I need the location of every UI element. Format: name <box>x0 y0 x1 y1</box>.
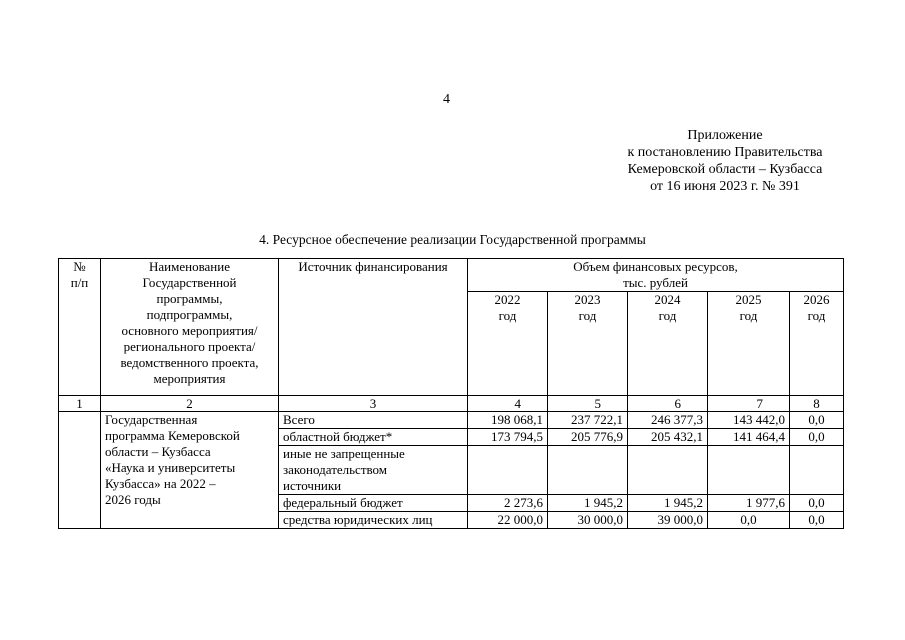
source-cell: средства юридических лиц <box>279 512 468 529</box>
index-cell: 7 <box>708 396 790 412</box>
value-cell <box>548 446 628 495</box>
appendix-line-3: Кемеровской области – Кузбасса <box>627 162 823 177</box>
value-cell: 39 000,0 <box>628 512 708 529</box>
header-col-source-text: Источник финансирования <box>298 259 448 274</box>
header-col-source <box>279 259 468 396</box>
index-row <box>59 396 844 412</box>
value-cell <box>628 446 708 495</box>
value-cell: 173 794,5 <box>468 429 548 446</box>
section-title: 4. Ресурсное обеспечение реализации Государственной программы <box>259 232 646 247</box>
header-col-name <box>101 259 279 396</box>
appendix-line-1: Приложение <box>687 128 763 143</box>
value-cell: 1 945,2 <box>628 495 708 512</box>
header-year-2025 <box>708 292 790 396</box>
value-cell: 143 442,0 <box>708 412 790 429</box>
header-col-no <box>59 259 101 396</box>
program-name-cell <box>101 412 279 529</box>
program-name-text: Государственная программа Кемеровской области – Кузбасса «Наука и университеты Кузбасса» на 2022 – 2026 годы <box>105 412 240 507</box>
header-year-2025-text: 2025 год <box>735 292 762 323</box>
source-cell: Всего <box>279 412 468 429</box>
header-col-volume <box>468 259 844 292</box>
header-year-2026-text: 2026 год <box>803 292 830 323</box>
index-cell: 5 <box>548 396 628 412</box>
value-cell: 205 432,1 <box>628 429 708 446</box>
appendix-line-4: от 16 июня 2023 г. № 391 <box>650 179 800 194</box>
value-cell: 22 000,0 <box>468 512 548 529</box>
header-year-2022-text: 2022 год <box>494 292 521 323</box>
index-cell: 6 <box>628 396 708 412</box>
index-cell: 1 <box>59 396 101 412</box>
row-number-cell <box>59 412 101 529</box>
page-number: 4 <box>443 92 450 107</box>
value-cell: 246 377,3 <box>628 412 708 429</box>
value-cell: 30 000,0 <box>548 512 628 529</box>
resource-table <box>58 258 844 529</box>
value-cell: 141 464,4 <box>708 429 790 446</box>
value-cell: 0,0 <box>708 512 790 529</box>
value-cell <box>790 446 844 495</box>
header-col-volume-text: Объем финансовых ресурсов, тыс. рублей <box>573 259 738 290</box>
value-cell: 0,0 <box>790 412 844 429</box>
header-year-2023-text: 2023 год <box>574 292 601 323</box>
header-year-2024-text: 2024 год <box>654 292 681 323</box>
table-row <box>59 412 844 429</box>
value-cell: 0,0 <box>790 512 844 529</box>
header-year-2024 <box>628 292 708 396</box>
source-cell: федеральный бюджет <box>279 495 468 512</box>
value-cell: 1 977,6 <box>708 495 790 512</box>
header-year-2026 <box>790 292 844 396</box>
value-cell: 0,0 <box>790 495 844 512</box>
value-cell: 237 722,1 <box>548 412 628 429</box>
value-cell: 198 068,1 <box>468 412 548 429</box>
index-cell: 3 <box>279 396 468 412</box>
source-cell <box>279 446 468 495</box>
appendix-header <box>590 127 860 195</box>
value-cell: 0,0 <box>790 429 844 446</box>
appendix-line-2: к постановлению Правительства <box>627 145 823 160</box>
value-cell <box>708 446 790 495</box>
value-cell: 1 945,2 <box>548 495 628 512</box>
index-cell: 4 <box>468 396 548 412</box>
header-year-2023 <box>548 292 628 396</box>
header-col-no-text: № п/п <box>70 259 89 290</box>
index-cell: 8 <box>790 396 844 412</box>
index-cell: 2 <box>101 396 279 412</box>
header-year-2022 <box>468 292 548 396</box>
value-cell: 205 776,9 <box>548 429 628 446</box>
source-cell-text: иные не запрещенные законодательством источники <box>283 446 405 493</box>
value-cell: 2 273,6 <box>468 495 548 512</box>
value-cell <box>468 446 548 495</box>
header-col-name-text: Наименование Государственной программы, подпрограммы, основного мероприятия/ регионального проекта/ ведомственного проекта, мероприятия <box>120 259 259 386</box>
source-cell: областной бюджет* <box>279 429 468 446</box>
header-row-1 <box>59 259 844 292</box>
